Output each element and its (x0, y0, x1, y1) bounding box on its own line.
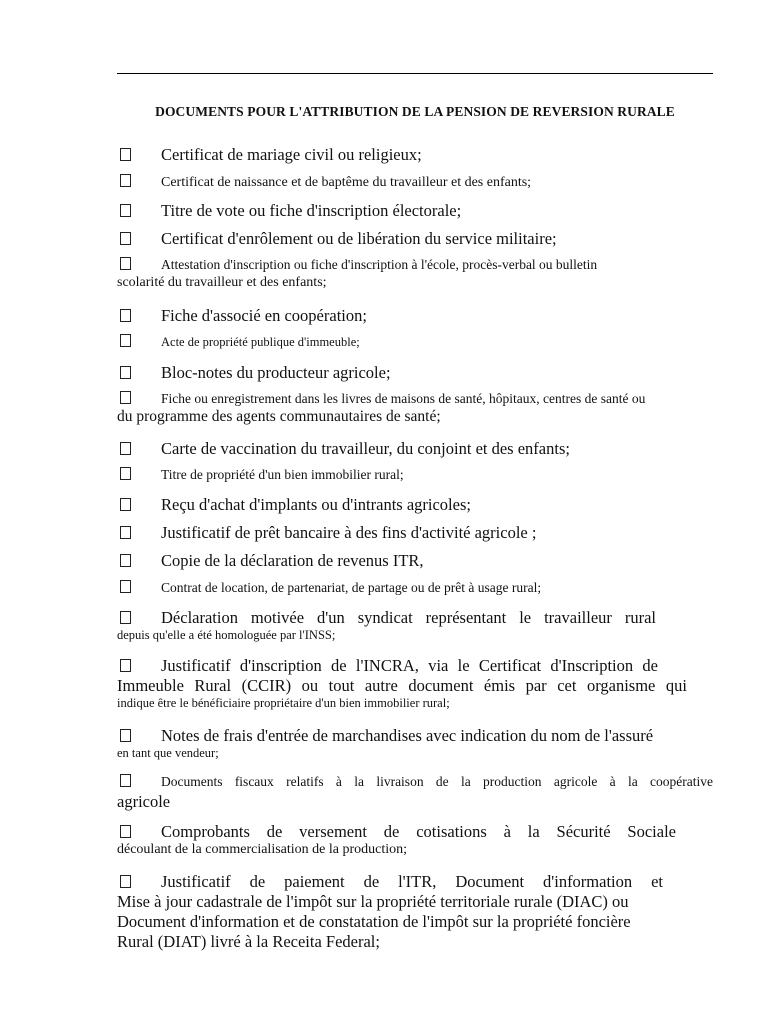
item-text: Acte de propriété publique d'immeuble; (161, 335, 360, 349)
item-text: Notes de frais d'entrée de marchandises avec indication du nom de l'assuré (161, 726, 654, 745)
list-item (117, 257, 727, 291)
item-text: Copie de la déclaration de revenus ITR, (161, 551, 424, 570)
checkbox-icon (120, 467, 131, 480)
checkbox-icon (120, 611, 131, 624)
item-text: Comprobants de versement de cotisations à la Sécurité Sociale (161, 822, 676, 841)
checkbox-icon (120, 580, 131, 593)
checkbox-icon (120, 554, 131, 567)
list-item (117, 439, 727, 459)
item-text: Contrat de location, de partenariat, de partage ou de prêt à usage rural; (161, 580, 542, 595)
checkbox-icon (120, 334, 131, 347)
checkbox-icon (120, 875, 131, 888)
item-text: Certificat de naissance et de baptême du travailleur et des enfants; (161, 175, 532, 190)
item-text: Titre de vote ou fiche d'inscription électorale; (161, 201, 462, 220)
list-item (117, 201, 727, 221)
item-text: Certificat de mariage civil ou religieux; (161, 145, 422, 164)
item-text-continued: découlant de la commercialisation de la production; (117, 842, 408, 857)
item-text: Fiche ou enregistrement dans les livres de maisons de santé, hôpitaux, centres de santé ou (161, 391, 646, 406)
item-text: Titre de propriété d'un bien immobilier rural; (161, 467, 404, 482)
list-item (117, 822, 727, 858)
item-text: Carte de vaccination du travailleur, du conjoint et des enfants; (161, 439, 570, 458)
checkbox-icon (120, 498, 131, 511)
list-item (117, 495, 727, 515)
item-text-continued: Document d'information et de constatation de l'impôt sur la propriété foncière (117, 912, 631, 931)
list-item (117, 145, 727, 165)
item-text-continued: du programme des agents communautaires de santé; (117, 408, 441, 425)
list-item (117, 523, 727, 543)
checkbox-icon (120, 232, 131, 245)
list-item (117, 656, 727, 711)
list-item (117, 174, 727, 191)
list-item (117, 229, 727, 249)
item-text: Certificat d'enrôlement ou de libération du service militaire; (161, 229, 557, 248)
checkbox-icon (120, 774, 131, 787)
list-item (117, 306, 727, 326)
item-text-continued: indique être le bénéficiaire propriétaire d'un bien immobilier rural; (117, 696, 450, 710)
checkbox-icon (120, 257, 131, 270)
list-item (117, 467, 727, 483)
item-text: Déclaration motivée d'un syndicat représentant le travailleur rural (161, 608, 656, 627)
list-item (117, 726, 727, 761)
list-item (117, 608, 727, 643)
list-item (117, 774, 727, 812)
list-item (117, 363, 727, 383)
item-text-continued: Mise à jour cadastrale de l'impôt sur la propriété territoriale rurale (DIAC) ou (117, 892, 629, 911)
item-text-continued: en tant que vendeur; (117, 746, 219, 760)
item-text-continued: Rural (DIAT) livré à la Receita Federal; (117, 932, 380, 951)
checkbox-icon (120, 659, 131, 672)
page-title: DOCUMENTS POUR L'ATTRIBUTION DE LA PENSION DE REVERSION RURALE (155, 104, 675, 119)
list-item (117, 334, 727, 350)
checkbox-icon (120, 148, 131, 161)
checkbox-icon (120, 204, 131, 217)
checkbox-icon (120, 825, 131, 838)
checkbox-icon (120, 526, 131, 539)
item-text: Fiche d'associé en coopération; (161, 306, 367, 325)
item-text-continued: Immeuble Rural (CCIR) ou tout autre document émis par cet organisme qui (117, 676, 687, 695)
list-item (117, 551, 727, 571)
item-text: Justificatif d'inscription de l'INCRA, via le Certificat d'Inscription de (161, 656, 658, 675)
item-text: Bloc-notes du producteur agricole; (161, 363, 391, 382)
checkbox-icon (120, 174, 131, 187)
list-item (117, 872, 727, 952)
checkbox-icon (120, 442, 131, 455)
item-text-continued: agricole (117, 792, 171, 811)
checkbox-icon (120, 309, 131, 322)
checkbox-icon (120, 391, 131, 404)
top-rule (117, 73, 713, 74)
item-text: Attestation d'inscription ou fiche d'inscription à l'école, procès-verbal ou bulletin (161, 257, 598, 272)
item-text: Justificatif de prêt bancaire à des fins d'activité agricole ; (161, 523, 537, 542)
checkbox-icon (120, 366, 131, 379)
list-item (117, 580, 727, 596)
item-text-continued: depuis qu'elle a été homologuée par l'INSS; (117, 628, 336, 642)
item-text: Reçu d'achat d'implants ou d'intrants agricoles; (161, 495, 471, 514)
item-text-continued: scolarité du travailleur et des enfants; (117, 275, 327, 290)
item-text: Documents fiscaux relatifs à la livraison de la production agricole à la coopérative (161, 774, 713, 789)
list-item (117, 391, 727, 426)
item-text: Justificatif de paiement de l'ITR, Document d'information et (161, 872, 663, 891)
checkbox-icon (120, 729, 131, 742)
